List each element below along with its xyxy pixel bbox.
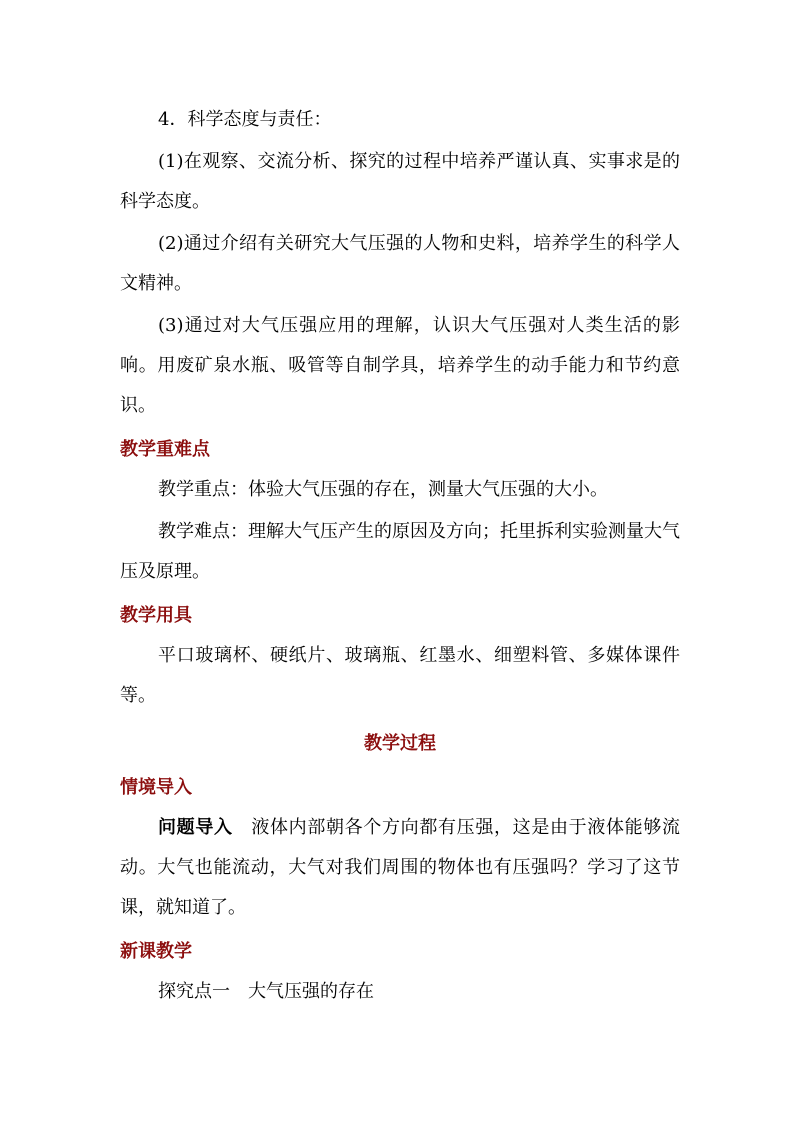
key-focus-text: 教学重点：体验大气压强的存在，测量大气压强的大小。 <box>158 479 608 500</box>
intro-lead: 问题导入 <box>158 817 233 838</box>
exploration-point-label: 探究点一 <box>158 981 230 1002</box>
document-content <box>120 100 680 1012</box>
exploration-point <box>120 972 680 1012</box>
key-difficulty-text: 教学难点：理解大气压产生的原因及方向；托里拆利实验测量大气压及原理。 <box>120 521 680 582</box>
intro-paragraph <box>120 808 680 928</box>
attitude-title: 4．科学态度与责任： <box>158 109 332 130</box>
process-title: 教学过程 <box>364 733 436 754</box>
exploration-point-title: 大气压强的存在 <box>248 981 374 1002</box>
intro-text: 液体内部朝各个方向都有压强，这是由于液体能够流动。大气也能流动，大气对我们周围的物体也有压强吗？学习了这节课，就知道了。 <box>120 817 681 918</box>
attitude-item-1: (1)在观察、交流分析、探究的过程中培养严谨认真、实事求是的科学态度。 <box>120 151 680 212</box>
intro-heading: 情境导入 <box>120 777 192 798</box>
attitude-item-3: (3)通过对大气压强应用的理解，认识大气压强对人类生活的影响。用废矿泉水瓶、吸管等自制学具，培养学生的动手能力和节约意识。 <box>120 315 680 416</box>
new-lesson-heading: 新课教学 <box>120 941 192 962</box>
attitude-item-2: (2)通过介绍有关研究大气压强的人物和史料，培养学生的科学人文精神。 <box>120 233 680 294</box>
tools-text: 平口玻璃杯、硬纸片、玻璃瓶、红墨水、细塑料管、多媒体课件等。 <box>120 645 680 706</box>
tools-heading: 教学用具 <box>120 605 192 626</box>
key-points-heading: 教学重难点 <box>120 439 210 460</box>
